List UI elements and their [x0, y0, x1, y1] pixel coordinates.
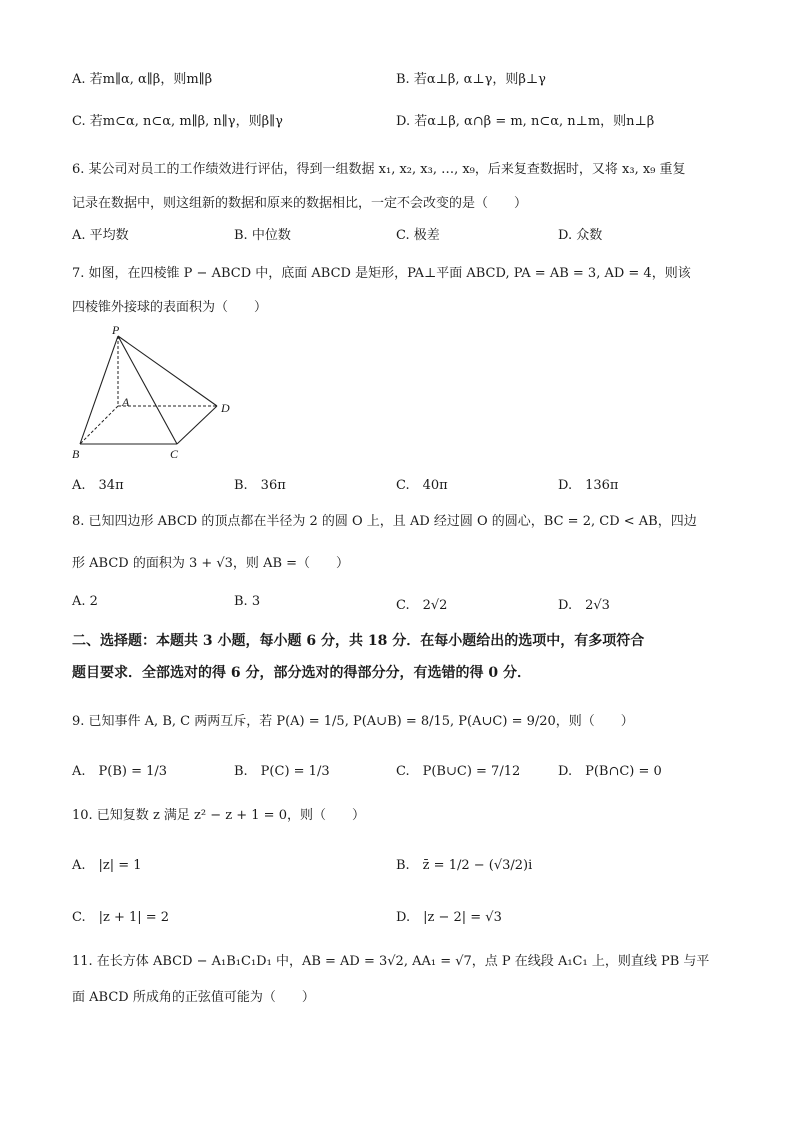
section2-heading-line1: 二、选择题：本题共 3 小题，每小题 6 分，共 18 分．在每小题给出的选项中，有多项符合 [72, 633, 645, 649]
edge-AB-hidden [80, 406, 118, 444]
q6-stem-line1: 6. 某公司对员工的工作绩效进行评估，得到一组数据 x₁, x₂, x₃, …, x₉，后来复查数据时，又将 x₃, x₉ 重复 [72, 162, 686, 177]
q8-option-d: D. 2√3 [558, 598, 610, 613]
q9-option-d: D. P(B∩C) = 0 [558, 764, 662, 779]
q8-option-a: A. 2 [72, 594, 98, 609]
q7-option-d: D. 136π [558, 478, 619, 493]
q7-stem-line1: 7. 如图，在四棱锥 P − ABCD 中，底面 ABCD 是矩形，PA⊥平面 ABCD, PA = AB = 3, AD = 4，则该 [72, 266, 691, 281]
q6-option-c: C. 极差 [396, 228, 440, 243]
q10-stem: 10. 已知复数 z 满足 z² − z + 1 = 0，则（ ） [72, 808, 365, 823]
vertex-label-B: B [72, 447, 80, 461]
vertex-label-P: P [112, 323, 120, 337]
q5-option-b: B. 若α⊥β, α⊥γ，则β⊥γ [396, 72, 546, 87]
q5-option-d: D. 若α⊥β, α∩β = m, n⊂α, n⊥m，则n⊥β [396, 114, 655, 129]
pyramid-figure [70, 322, 240, 462]
vertex-label-C: C [170, 447, 179, 461]
q9-option-c: C. P(B∪C) = 7/12 [396, 764, 521, 779]
q6-option-d: D. 众数 [558, 228, 603, 243]
q7-option-a: A. 34π [72, 478, 124, 493]
q11-stem-line2: 面 ABCD 所成角的正弦值可能为（ ） [72, 990, 315, 1005]
q9-stem: 9. 已知事件 A, B, C 两两互斥，若 P(A) = 1/5, P(A∪B) = 8/15, P(A∪C) = 9/20，则（ ） [72, 714, 634, 729]
q10-option-b: B. z̄ = 1/2 − (√3/2)i [396, 858, 533, 873]
q10-option-d: D. |z − 2| = √3 [396, 910, 502, 925]
q5-option-c: C. 若m⊂α, n⊂α, m∥β, n∥γ，则β∥γ [72, 114, 283, 129]
q8-stem-line1: 8. 已知四边形 ABCD 的顶点都在半径为 2 的圆 O 上，且 AD 经过圆 O 的圆心，BC = 2, CD < AB，四边 [72, 514, 697, 529]
q7-stem-line2: 四棱锥外接球的表面积为（ ） [72, 300, 268, 315]
edge-CD [177, 406, 217, 444]
edge-PD [118, 336, 217, 406]
q7-option-c: C. 40π [396, 478, 448, 493]
q8-option-c: C. 2√2 [396, 598, 448, 613]
vertex-label-A: A [122, 395, 130, 409]
q10-option-c: C. |z + 1| = 2 [72, 910, 170, 925]
q6-option-b: B. 中位数 [234, 228, 291, 243]
q6-stem-line2: 记录在数据中，则这组新的数据和原来的数据相比，一定不会改变的是（ ） [72, 196, 528, 211]
edge-PB [80, 336, 118, 444]
q7-option-b: B. 36π [234, 478, 286, 493]
edge-PC [118, 336, 177, 444]
q11-stem-line1: 11. 在长方体 ABCD − A₁B₁C₁D₁ 中，AB = AD = 3√2, AA₁ = √7，点 P 在线段 A₁C₁ 上，则直线 PB 与平 [72, 954, 710, 969]
q10-option-a: A. |z| = 1 [72, 858, 142, 873]
q9-option-a: A. P(B) = 1/3 [72, 764, 168, 779]
q5-option-a: A. 若m∥α, α∥β，则m∥β [72, 72, 213, 87]
section2-heading-line2: 题目要求．全部选对的得 6 分，部分选对的得部分分，有选错的得 0 分． [72, 665, 531, 681]
q9-option-b: B. P(C) = 1/3 [234, 764, 330, 779]
q6-option-a: A. 平均数 [72, 228, 129, 243]
q8-option-b: B. 3 [234, 594, 261, 609]
vertex-label-D: D [221, 401, 230, 415]
q8-stem-line2: 形 ABCD 的面积为 3 + √3，则 AB =（ ） [72, 556, 350, 571]
